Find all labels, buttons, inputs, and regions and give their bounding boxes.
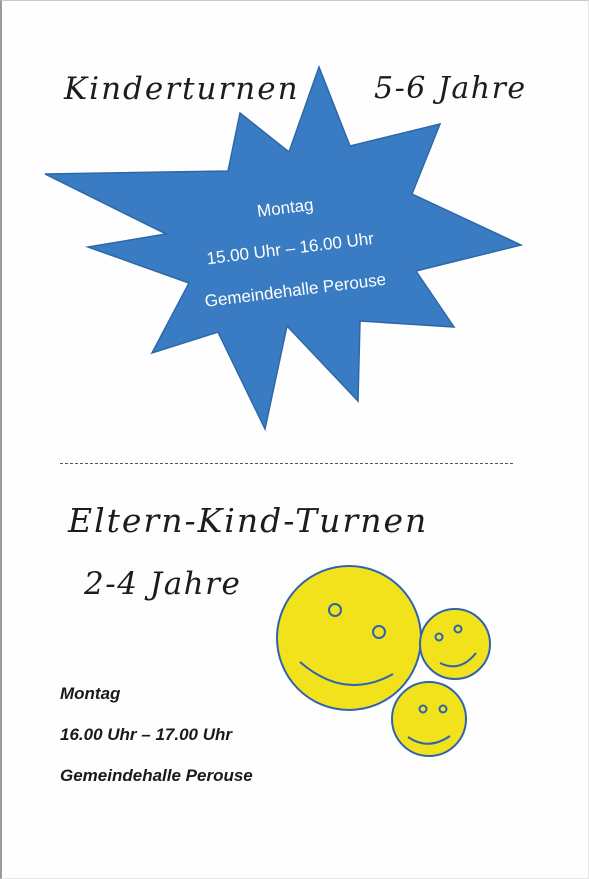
section-title-eltern-kind-turnen: Eltern-Kind-Turnen (68, 501, 429, 540)
smiley-group (2, 1, 589, 879)
smiley-face-icon (420, 609, 490, 679)
section-title-kinderturnen: Kinderturnen (64, 71, 300, 107)
smiley-face-icon (392, 682, 466, 756)
starburst-day: Montag (255, 195, 315, 221)
info-day: Montag (60, 684, 121, 703)
starburst-time: 15.00 Uhr – 16.00 Uhr (205, 228, 375, 269)
info-place: Gemeindehalle Perouse (60, 766, 253, 785)
age-range-label-2: 2-4 Jahre (84, 566, 242, 602)
starburst-place: Gemeindehalle Perouse (203, 269, 388, 311)
info-time: 16.00 Uhr – 17.00 Uhr (60, 725, 232, 744)
smiley-face-icon (277, 566, 421, 710)
age-range-label: 5-6 Jahre (374, 71, 527, 106)
